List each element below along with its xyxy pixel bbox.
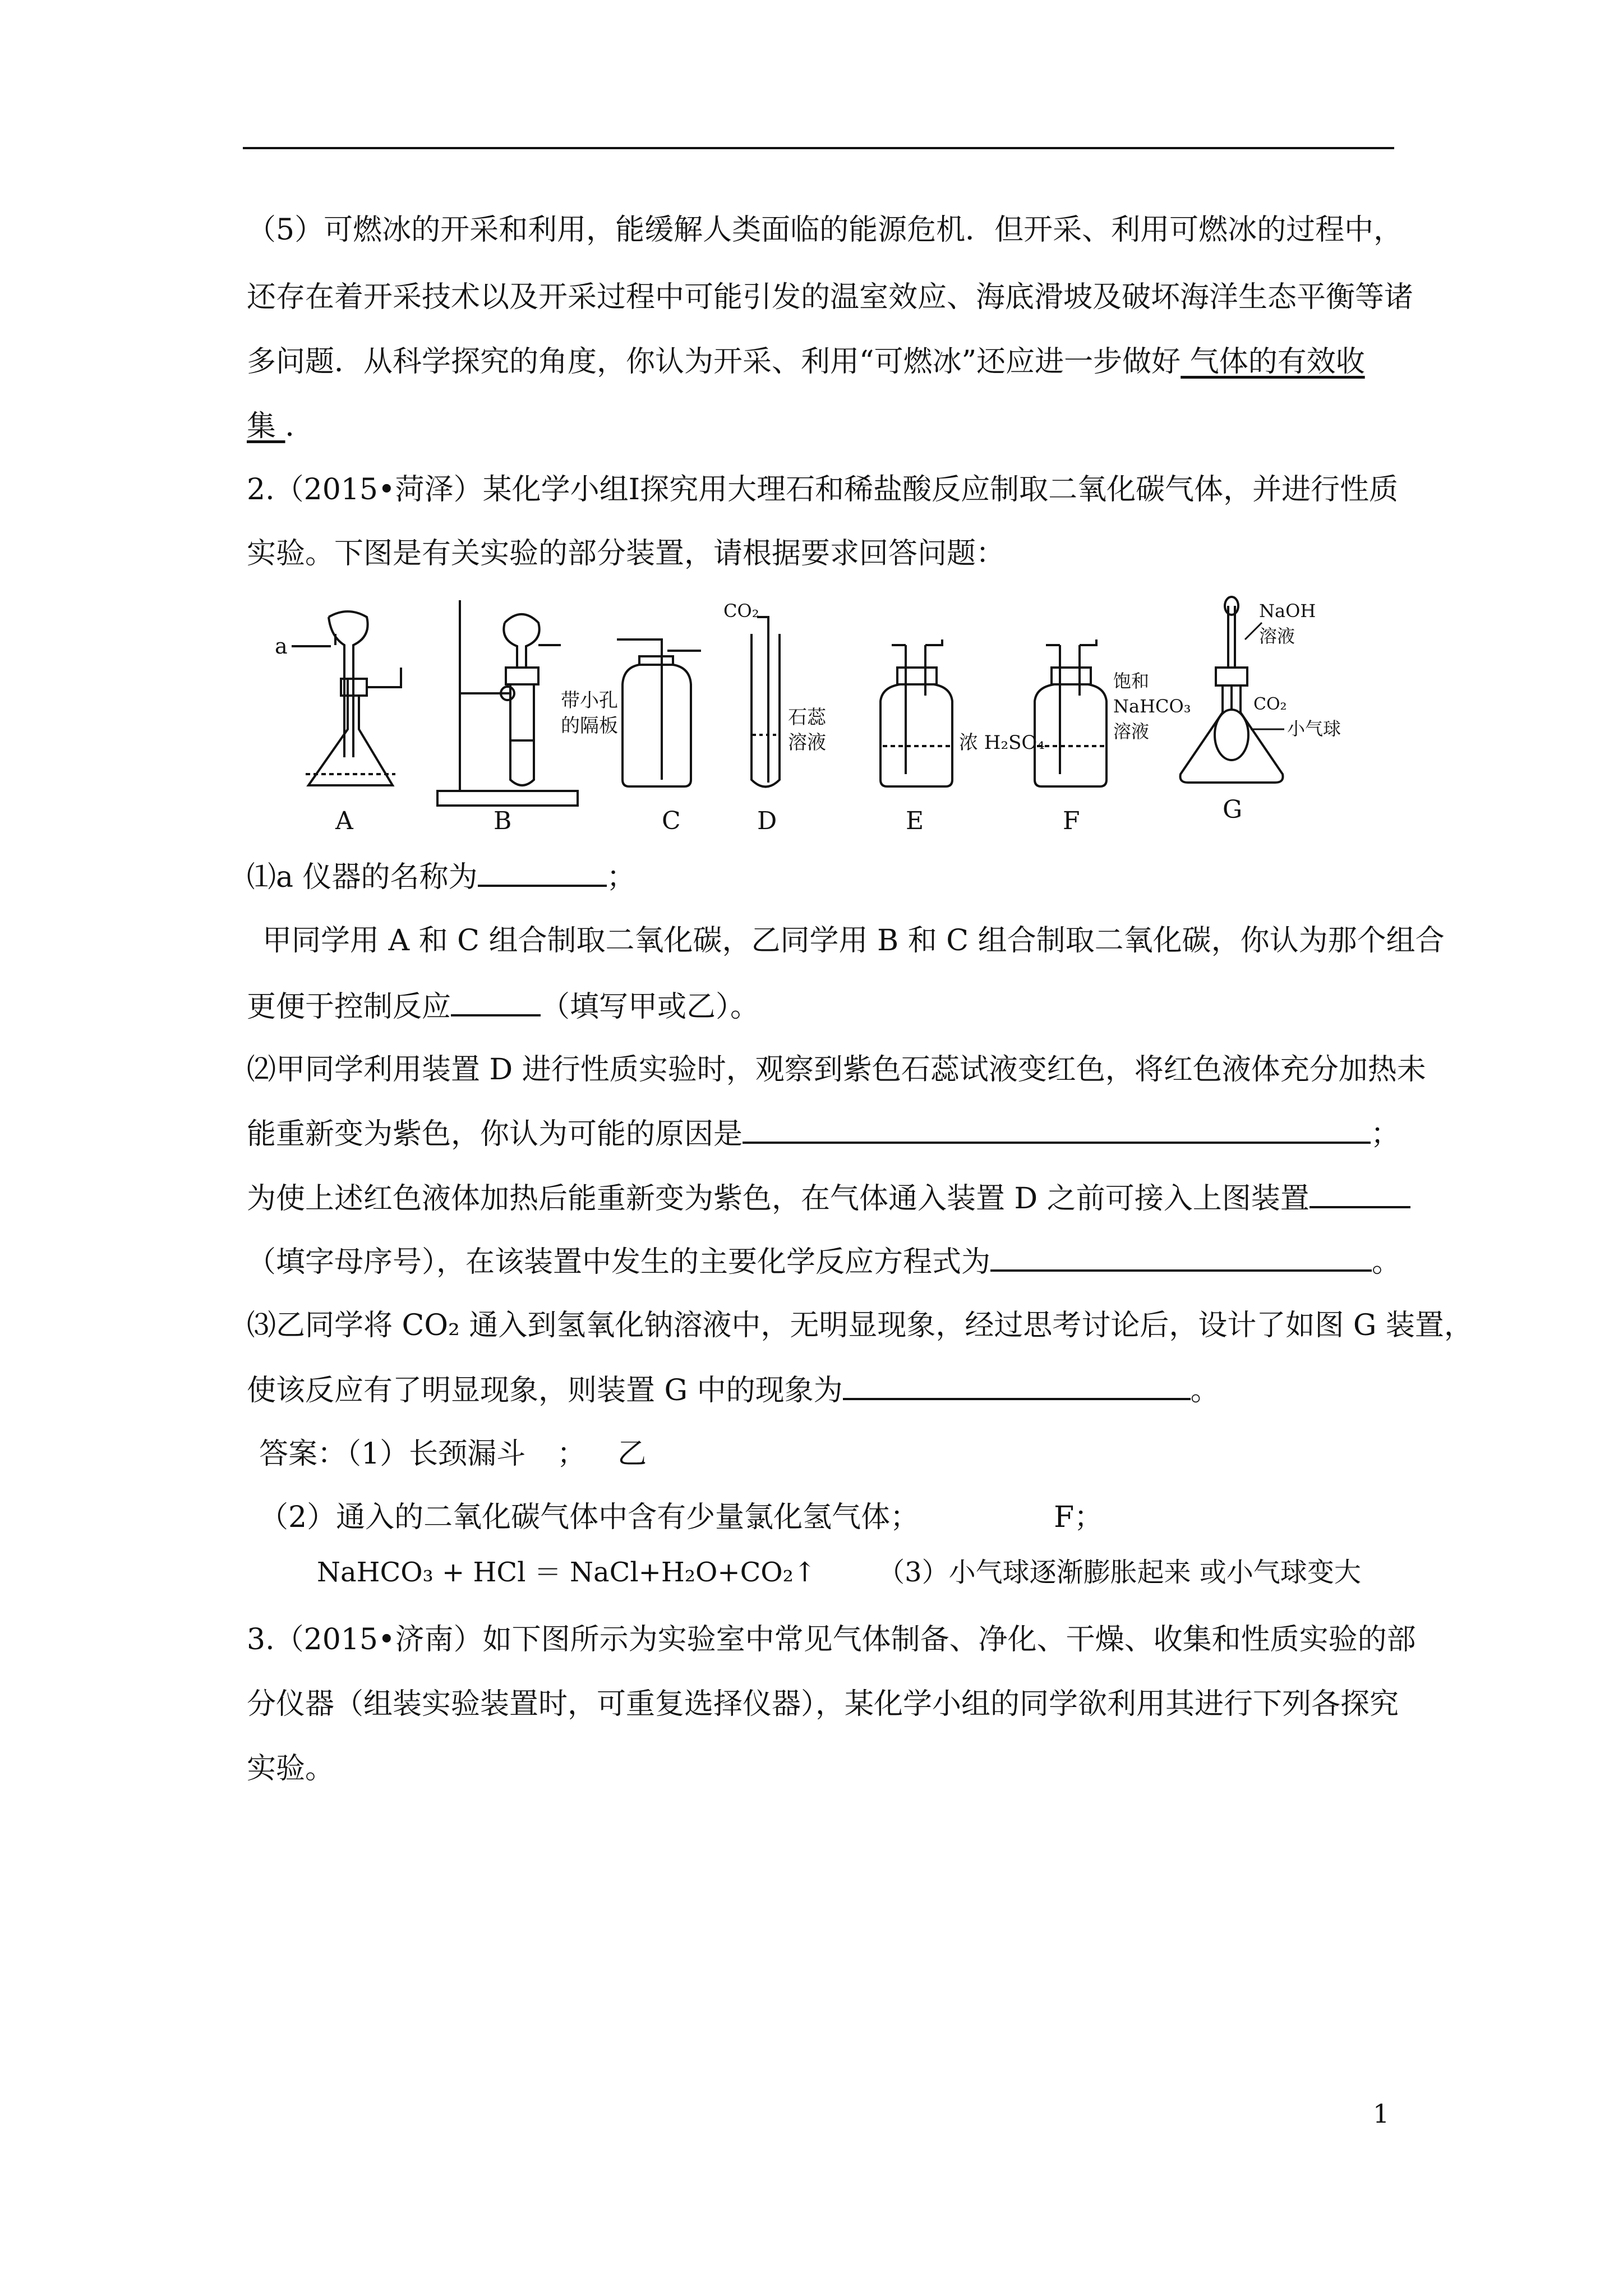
label-f-note-3: 溶液 [1113, 721, 1150, 742]
q1-line-3-text: 多问题．从科学探究的角度，你认为开采、利用“可燃冰”还应进一步做好 [247, 345, 1181, 379]
label-d-note-2: 溶液 [788, 731, 826, 754]
label-b-note-2: 的隔板 [561, 715, 618, 737]
label-a: a [275, 634, 288, 659]
q2-blank-5 [990, 1241, 1372, 1272]
apparatus-e [880, 639, 1045, 830]
q3-line-1: 3.（2015•济南）如下图所示为实验室中常见气体制备、净化、干燥、收集和性质实验的部 [247, 1623, 1416, 1657]
q2-part1-question-cont [247, 986, 759, 1027]
label-f-note-2: NaHCO₃ [1113, 696, 1191, 717]
header-rule [243, 147, 1394, 149]
q3-line-2: 分仪器（组装实验装置时，可重复选择仪器），某化学小组的同学欲利用其进行下列各探究 [247, 1687, 1399, 1721]
label-d-gas: CO₂ [723, 600, 759, 622]
label-g-note-4: 小气球 [1287, 718, 1341, 739]
q2-part1-text: ⑴a 仪器的名称为 [247, 861, 478, 894]
q2-blank-3 [743, 1114, 1371, 1144]
q2-part3-text: 使该反应有了明显现象，则装置 G 中的现象为 [247, 1374, 843, 1407]
label-D: D [757, 807, 777, 830]
q2-part2-line-4 [247, 1241, 1401, 1282]
answer-line-1 [259, 1434, 647, 1474]
q2-part2-line-1: ⑵甲同学利用装置 D 进行性质实验时，观察到紫色石蕊试液变红色，将红色液体充分加热未 [247, 1053, 1426, 1087]
q2-intro-line-2: 实验。下图是有关实验的部分装置，请根据要求回答问题： [247, 537, 1006, 570]
label-B: B [494, 807, 512, 830]
q2-part3-end: 。 [1190, 1374, 1220, 1407]
apparatus-a [275, 611, 401, 830]
q2-part1-end: ； [606, 861, 636, 894]
label-d-note-1: 石蕊 [788, 706, 826, 729]
q2-part3-line-1: ⑶乙同学将 CO₂ 通入到氢氧化钠溶液中，无明显现象，经过思考讨论后，设计了如图 G 装置， [247, 1309, 1473, 1342]
q2-intro-line-1: 2.（2015•菏泽）某化学小组Ⅰ探究用大理石和稀盐酸反应制取二氧化碳气体，并进行性质 [247, 473, 1399, 507]
answer-1-b: 乙 [617, 1437, 647, 1471]
label-b-note-1: 带小孔 [561, 689, 618, 712]
answer-2-b: F； [1054, 1501, 1104, 1534]
label-A: A [335, 807, 353, 830]
q1-line-4 [247, 407, 315, 446]
label-g-note-1: NaOH [1259, 600, 1316, 622]
q1-line-1: （5）可燃冰的开采和利用，能缓解人类面临的能源危机．但开采、利用可燃冰的过程中， [247, 213, 1403, 247]
q2-blank-1 [478, 857, 607, 887]
answer-line-2 [259, 1498, 1103, 1537]
q2-part1-question: 甲同学用 A 和 C 组合制取二氧化碳，乙同学用 B 和 C 组合制取二氧化碳，你认为那个组合 [262, 924, 1445, 958]
q2-part2-text-3: （填字母序号），在该装置中发生的主要化学反应方程式为 [247, 1245, 991, 1279]
label-G: G [1223, 795, 1243, 824]
answer-1-a: 答案：（1）长颈漏斗 [259, 1437, 526, 1471]
page-number: 1 [1373, 2099, 1390, 2129]
q1-line-4-end: ． [285, 409, 315, 443]
q2-blank-6 [843, 1370, 1191, 1400]
q3-line-3: 实验。 [247, 1752, 335, 1786]
answer-2-a: （2）通入的二氧化碳气体中含有少量氯化氢气体； [259, 1501, 920, 1534]
apparatus-g [1181, 597, 1341, 824]
answer-line-3 [317, 1553, 1361, 1592]
q1-answer-part2: 集 [247, 409, 285, 443]
q2-part1-question-end: （填写甲或乙）。 [541, 990, 760, 1024]
q2-part2-text: 能重新变为紫色，你认为可能的原因是 [247, 1117, 743, 1151]
apparatus-f [1035, 639, 1191, 830]
q2-part1-line [247, 857, 636, 897]
q2-blank-4 [1310, 1178, 1410, 1208]
apparatus-d [723, 600, 827, 830]
q2-part1-question-text: 更便于控制反应 [247, 990, 451, 1024]
q2-part3-line-2 [247, 1370, 1220, 1410]
label-C: C [662, 807, 681, 830]
q2-part2-line-3 [247, 1178, 1410, 1218]
q2-blank-2 [451, 986, 541, 1016]
q1-line-3 [247, 342, 1365, 381]
label-F: F [1063, 807, 1080, 830]
q2-part2-line-2 [247, 1114, 1400, 1154]
answer-1-sep: ； [557, 1437, 587, 1471]
q2-part2-text-2: 为使上述红色液体加热后能重新变为紫色，在气体通入装置 D 之前可接入上图装置 [247, 1182, 1310, 1216]
label-e-note: 浓 H₂SO₄ [959, 731, 1045, 754]
q2-part2-end: ； [1371, 1117, 1400, 1151]
apparatus-b [437, 600, 618, 830]
answer-3-b: （3）小气球逐渐膨胀起来 或小气球变大 [878, 1557, 1361, 1588]
apparatus-diagram [275, 595, 1352, 830]
label-g-note-2: 溶液 [1259, 625, 1295, 647]
label-f-note-1: 饱和 [1113, 670, 1150, 692]
q2-part2-end-2: 。 [1372, 1245, 1401, 1279]
label-E: E [906, 807, 924, 830]
label-g-note-3: CO₂ [1253, 694, 1287, 714]
apparatus-c [617, 639, 701, 830]
answer-3-equation: NaHCO₃ + HCl ＝ NaCl+H₂O+CO₂↑ [317, 1557, 817, 1588]
q1-line-2: 还存在着开采技术以及开采过程中可能引发的温室效应、海底滑坡及破坏海洋生态平衡等诸 [247, 280, 1414, 314]
q1-answer-part1: 气体的有效收 [1181, 345, 1365, 379]
